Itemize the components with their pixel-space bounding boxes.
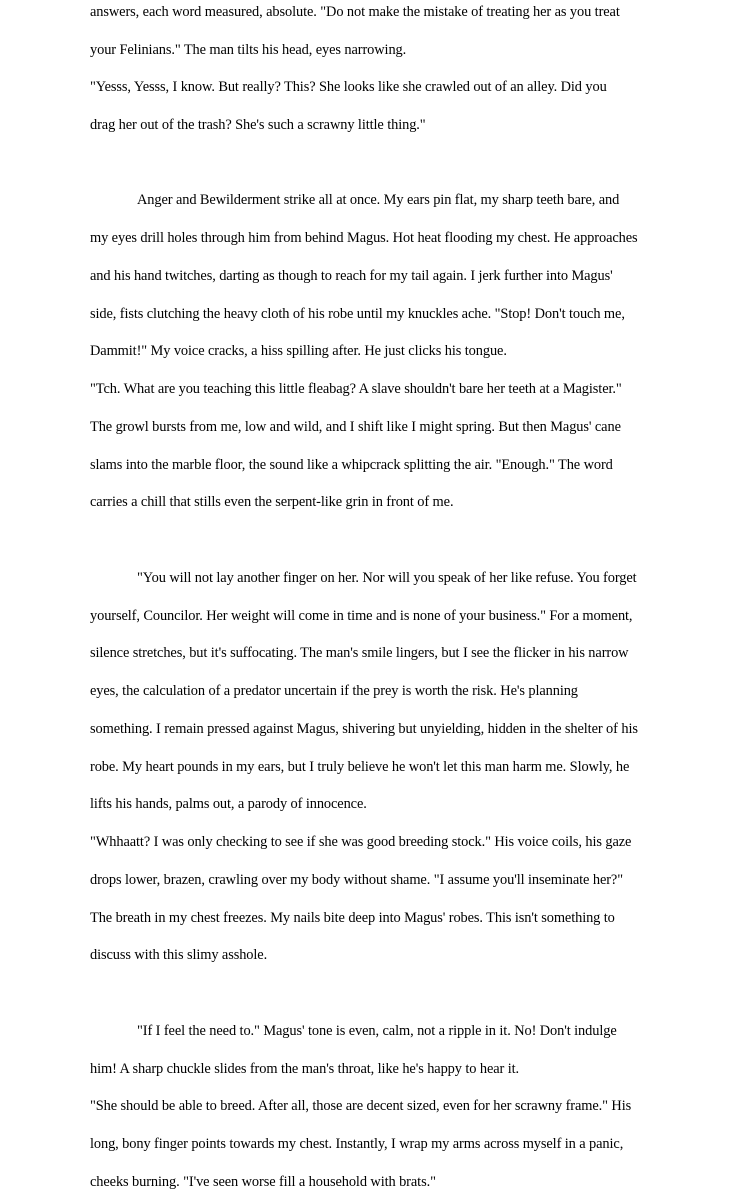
- text-line: The breath in my chest freezes. My nails bite deep into Magus' robes. This isn't something to: [90, 910, 615, 926]
- text-line: drag her out of the trash? She's such a scrawny little thing.": [90, 117, 426, 133]
- text-line: The growl bursts from me, low and wild, and I shift like I might spring. But then Magus' cane: [90, 419, 621, 435]
- paragraph-first-line: "You will not lay another finger on her. Nor will you speak of her like refuse. You forget: [137, 570, 637, 586]
- text-line: "Yesss, Yesss, I know. But really? This? She looks like she crawled out of an alley. Did you: [90, 79, 607, 95]
- text-line: long, bony finger points towards my chest. Instantly, I wrap my arms across myself in a panic,: [90, 1136, 624, 1152]
- paragraph-first-line: "If I feel the need to." Magus' tone is even, calm, not a ripple in it. No! Don't indulge: [137, 1023, 617, 1039]
- text-line: Dammit!" My voice cracks, a hiss spilling after. He just clicks his tongue.: [90, 343, 507, 359]
- text-line: something. I remain pressed against Magus, shivering but unyielding, hidden in the shelter of his: [90, 721, 638, 737]
- text-line: side, fists clutching the heavy cloth of his robe until my knuckles ache. "Stop! Don't touch me,: [90, 306, 625, 322]
- text-line: "She should be able to breed. After all, those are decent sized, even for her scrawny frame." His: [90, 1098, 632, 1114]
- text-line: robe. My heart pounds in my ears, but I truly believe he won't let this man harm me. Slowly, he: [90, 759, 630, 775]
- paragraph-first-line: Anger and Bewilderment strike all at once. My ears pin flat, my sharp teeth bare, and: [137, 192, 620, 208]
- text-line: "Tch. What are you teaching this little fleabag? A slave shouldn't bare her teeth at a Magister.": [90, 381, 622, 397]
- text-line: drops lower, brazen, crawling over my body without shame. "I assume you'll inseminate her?": [90, 872, 623, 888]
- text-line: eyes, the calculation of a predator uncertain if the prey is worth the risk. He's planning: [90, 683, 578, 699]
- text-line: your Felinians." The man tilts his head, eyes narrowing.: [90, 42, 407, 58]
- text-line: discuss with this slimy asshole.: [90, 947, 268, 963]
- text-line: carries a chill that stills even the serpent-like grin in front of me.: [90, 494, 454, 510]
- text-line: and his hand twitches, darting as though to reach for my tail again. I jerk further into Magus': [90, 268, 613, 284]
- text-line: silence stretches, but it's suffocating. The man's smile lingers, but I see the flicker in his narrow: [90, 645, 629, 661]
- text-line: him! A sharp chuckle slides from the man's throat, like he's happy to hear it.: [90, 1061, 520, 1077]
- text-line: cheeks burning. "I've seen worse fill a household with brats.": [90, 1174, 436, 1190]
- text-line: lifts his hands, palms out, a parody of innocence.: [90, 796, 367, 812]
- text-line: "Whhaatt? I was only checking to see if she was good breeding stock." His voice coils, his gaze: [90, 834, 632, 850]
- text-line: yourself, Councilor. Her weight will come in time and is none of your business." For a moment,: [90, 608, 633, 624]
- text-line: slams into the marble floor, the sound like a whipcrack splitting the air. "Enough." The word: [90, 457, 613, 473]
- text-line: answers, each word measured, absolute. "Do not make the mistake of treating her as you treat: [90, 4, 620, 20]
- text-line: my eyes drill holes through him from behind Magus. Hot heat flooding my chest. He approaches: [90, 230, 638, 246]
